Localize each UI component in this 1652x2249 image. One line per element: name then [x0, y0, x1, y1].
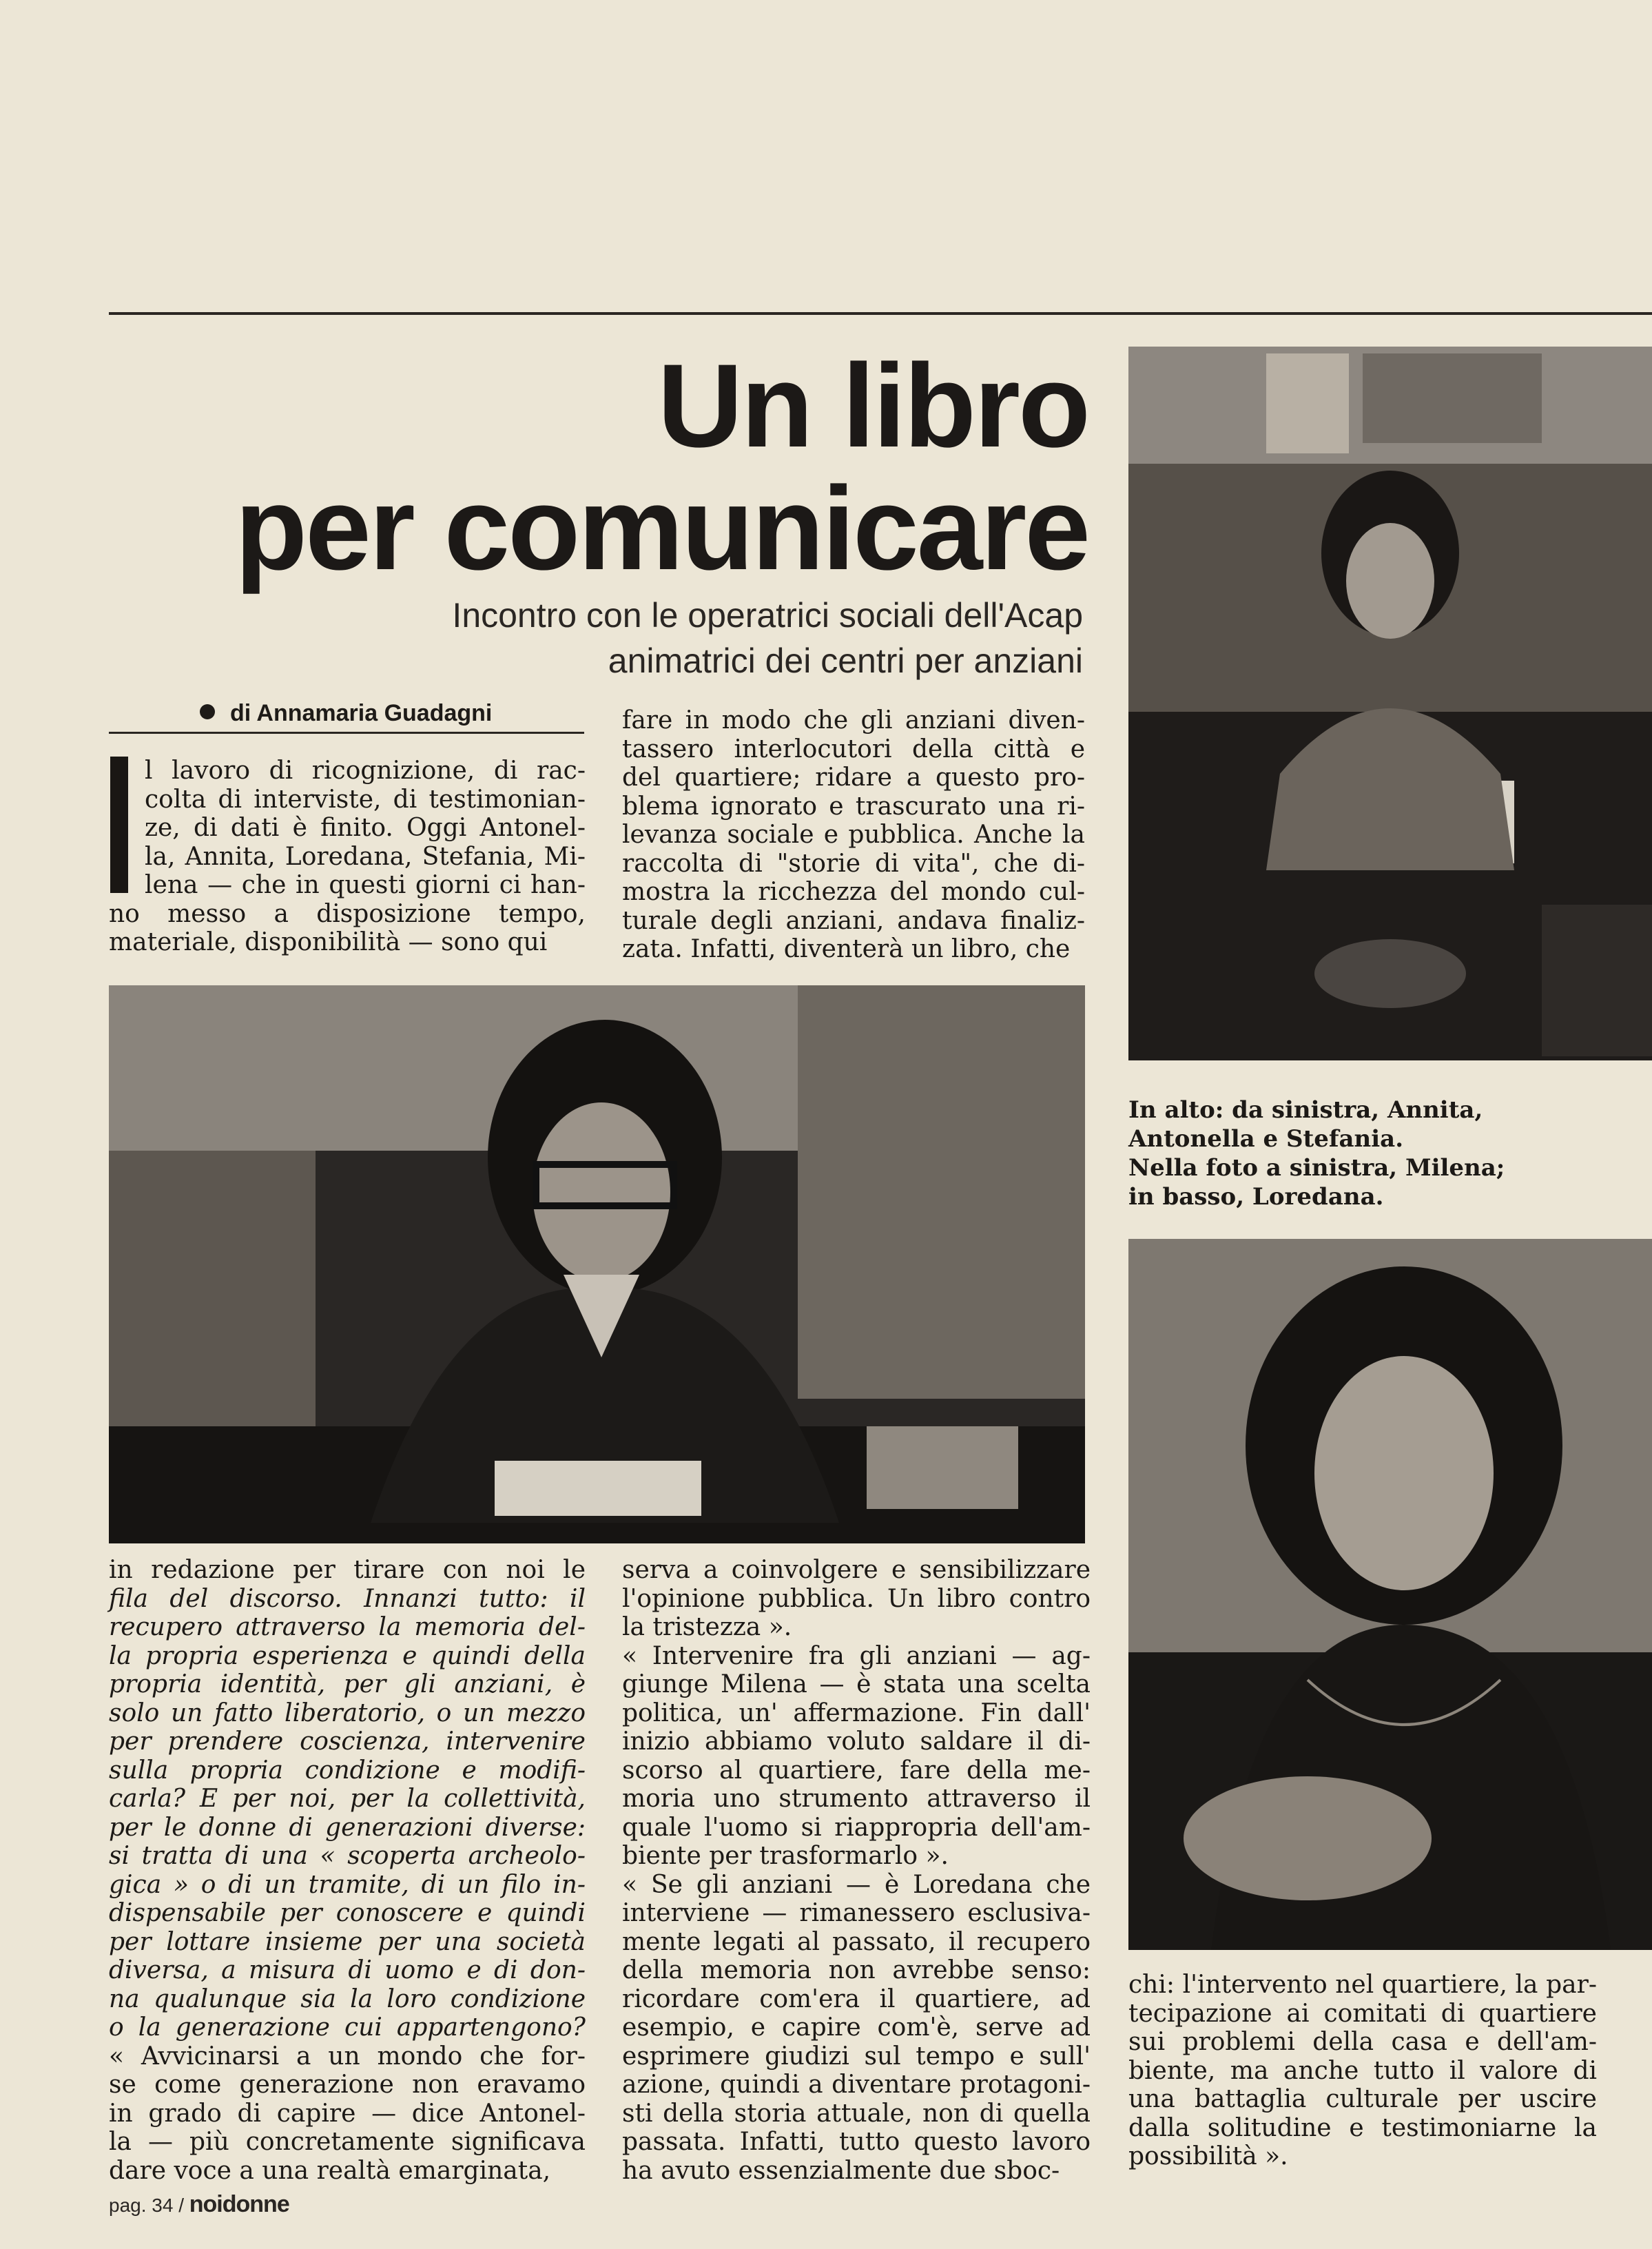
- text-line: dispensabile per conoscere e quindi: [109, 1899, 586, 1927]
- subtitle-line-2: animatrici dei centri per anziani: [608, 641, 1083, 680]
- text-line: propria identità, per gli anziani, è: [109, 1670, 586, 1698]
- text-line: chi: l'intervento nel quartiere, la par-: [1128, 1971, 1597, 1999]
- text-line: na qualunque sia la loro condizione: [109, 1984, 586, 2013]
- photo-image: [1128, 1239, 1652, 1950]
- caption-line-3: Nella foto a sinistra, Milena;: [1128, 1154, 1505, 1182]
- text-line: la tristezza ».: [622, 1613, 792, 1641]
- photo-milena: [109, 985, 1085, 1543]
- text-line: turale degli anziani, andava finaliz-: [622, 906, 1085, 935]
- caption-line-1: In alto: da sinistra, Annita,: [1128, 1096, 1483, 1124]
- text-line: o la generazione cui appartengono?: [109, 2013, 586, 2042]
- text-line: materiale, disponibilità — sono qui: [109, 928, 548, 956]
- text-line: lena — che in questi giorni ci han-: [145, 871, 586, 899]
- text-line: ze, di dati è finito. Oggi Antonel-: [145, 814, 586, 842]
- text-line: colta di interviste, di testimonian-: [145, 785, 586, 814]
- text-line: per lottare insieme per una società: [109, 1927, 586, 1956]
- photo-annita-antonella-stefania: [1128, 347, 1652, 1060]
- text-line: la — più concretamente significava: [109, 2128, 586, 2156]
- photo-caption: [1128, 1096, 1611, 1211]
- text-line: dalla solitudine e testimoniarne la: [1128, 2113, 1597, 2142]
- page-footer: [109, 2191, 289, 2218]
- text-line: per le donne di generazioni diverse:: [109, 1813, 586, 1842]
- text-line: scorso al quartiere, fare della me-: [622, 1756, 1091, 1785]
- text-line: biente per trasformarlo ».: [622, 1842, 949, 1870]
- text-line: passata. Infatti, tutto questo lavoro: [622, 2128, 1091, 2156]
- magazine-brand: noidonne: [189, 2191, 289, 2217]
- text-line: del quartiere; ridare a questo pro-: [622, 763, 1085, 792]
- text-line: tassero interlocutori della città e: [622, 735, 1085, 763]
- title-line-2: per comunicare: [235, 462, 1088, 595]
- text-line: l'opinione pubblica. Un libro contro: [622, 1584, 1091, 1613]
- text-line: per prendere coscienza, intervenire: [109, 1727, 586, 1756]
- page-number: pag. 34 /: [109, 2195, 184, 2216]
- text-line: politica, un' affermazione. Fin dall': [622, 1698, 1091, 1727]
- text-line: « Intervenire fra gli anziani — ag-: [622, 1641, 1091, 1670]
- column-b2: [622, 1556, 1091, 2185]
- top-rule: [109, 312, 1652, 315]
- text-line: esprimere giudizi sul tempo e sull': [622, 2042, 1091, 2071]
- photo-image: [1128, 347, 1652, 1060]
- text-line: solo un fatto liberatorio, o un mezzo: [109, 1698, 586, 1727]
- text-line: quale l'uomo si riappropria dell'am-: [622, 1813, 1091, 1842]
- text-line: la, Annita, Loredana, Stefania, Mi-: [145, 842, 586, 871]
- text-line: giunge Milena — è stata una scelta: [622, 1670, 1091, 1698]
- text-line: blema ignorato e trascurato una ri-: [622, 792, 1085, 821]
- title-line-1: Un libro: [657, 340, 1088, 472]
- column-a1: [109, 757, 586, 957]
- text-line: ricordare com'era il quartiere, ad: [622, 1984, 1091, 2013]
- text-line: una battaglia culturale per uscire: [1128, 2085, 1597, 2113]
- text-line: sti della storia attuale, non di quella: [622, 2099, 1091, 2128]
- text-line: levanza sociale e pubblica. Anche la: [622, 821, 1085, 849]
- text-line: interviene — rimanessero esclusiva-: [622, 1899, 1091, 1927]
- text-line: recupero attraverso la memoria del-: [109, 1613, 586, 1641]
- byline-rule: [109, 732, 584, 734]
- text-line: serva a coinvolgere e sensibilizzare: [622, 1556, 1091, 1584]
- text-line: dare voce a una realtà emarginata,: [109, 2156, 551, 2185]
- photo-image: [109, 985, 1085, 1543]
- photo-loredana: [1128, 1239, 1652, 1950]
- text-line: « Avvicinarsi a un mondo che for-: [109, 2042, 586, 2071]
- text-line: possibilità ».: [1128, 2142, 1288, 2170]
- text-line: tecipazione ai comitati di quartiere: [1128, 1999, 1597, 2028]
- text-line: ha avuto essenzialmente due sboc-: [622, 2156, 1060, 2185]
- text-line: fila del discorso. Innanzi tutto: il: [109, 1584, 586, 1613]
- text-line: se come generazione non eravamo: [109, 2071, 586, 2099]
- bullet-icon: [200, 704, 215, 719]
- article-title: [207, 340, 1088, 595]
- text-line: moria uno strumento attraverso il: [622, 1785, 1091, 1813]
- text-line: sulla propria condizione e modifi-: [109, 1756, 586, 1785]
- text-line: raccolta di "storie di vita", che di-: [622, 849, 1085, 878]
- column-a2: [109, 1556, 586, 2185]
- byline: [200, 700, 492, 727]
- byline-text: di Annamaria Guadagni: [230, 700, 493, 726]
- text-line: in grado di capire — dice Antonel-: [109, 2099, 586, 2128]
- text-line: azione, quindi a diventare protagoni-: [622, 2071, 1091, 2099]
- subtitle-line-1: Incontro con le operatrici sociali dell'Acap: [452, 596, 1083, 635]
- text-line: mente legati al passato, il recupero: [622, 1927, 1091, 1956]
- text-line: biente, ma anche tutto il valore di: [1128, 2056, 1597, 2085]
- caption-line-4: in basso, Loredana.: [1128, 1183, 1384, 1211]
- text-line: no messo a disposizione tempo,: [109, 899, 586, 928]
- text-line: esempio, e capire com'è, serve ad: [622, 2013, 1091, 2042]
- article-subtitle: [276, 593, 1083, 684]
- text-line: sui problemi della casa e dell'am-: [1128, 2028, 1597, 2056]
- text-line: « Se gli anziani — è Loredana che: [622, 1870, 1091, 1899]
- text-line: carla? E per noi, per la collettività,: [109, 1785, 586, 1813]
- column-c2: [1128, 1971, 1597, 2171]
- caption-line-2: Antonella e Stefania.: [1128, 1125, 1404, 1153]
- text-line: zata. Infatti, diventerà un libro, che: [622, 935, 1071, 963]
- text-line: in redazione per tirare con noi le: [109, 1556, 586, 1584]
- text-line: gica » o di un tramite, di un filo in-: [109, 1870, 586, 1899]
- text-line: si tratta di una « scoperta archeolo-: [109, 1842, 586, 1870]
- text-line: l lavoro di ricognizione, di rac-: [145, 757, 586, 785]
- text-line: inizio abbiamo voluto saldare il di-: [622, 1727, 1091, 1756]
- column-b1: [622, 706, 1085, 964]
- drop-cap-initial: [110, 757, 128, 893]
- text-line: la propria esperienza e quindi della: [109, 1641, 586, 1670]
- text-line: della memoria non avrebbe senso:: [622, 1956, 1091, 1984]
- text-line: fare in modo che gli anziani diven-: [622, 706, 1085, 735]
- text-line: diversa, a misura di uomo e di don-: [109, 1956, 586, 1984]
- text-line: mostra la ricchezza del mondo cul-: [622, 878, 1085, 906]
